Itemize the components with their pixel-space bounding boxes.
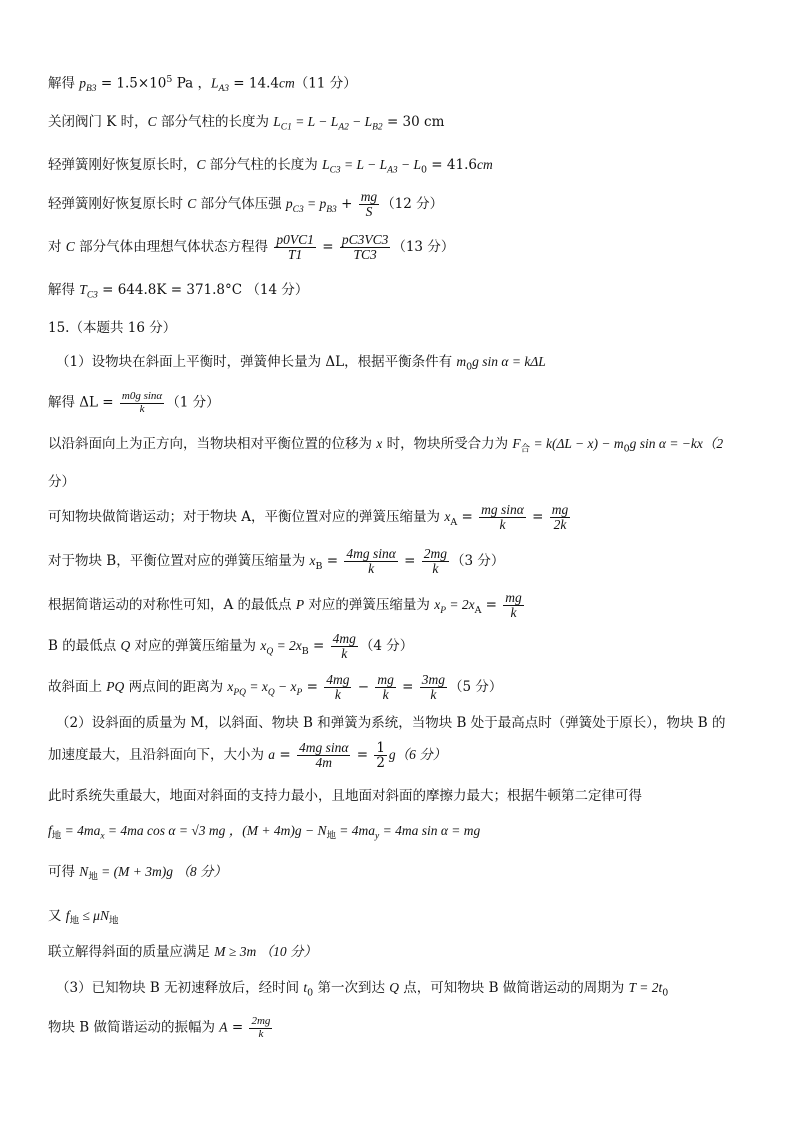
solution-line [56, 352, 754, 378]
formula: PQ [106, 679, 125, 695]
subscript: B3 [86, 84, 97, 95]
formula: C [147, 114, 157, 129]
formula: = 14.4 [229, 75, 279, 92]
denominator: k [499, 517, 506, 533]
formula: P [295, 597, 305, 613]
subscript: 0 [307, 987, 314, 999]
score-mark: （1 分） [166, 394, 220, 411]
numerator: 4mg [332, 631, 356, 646]
text: 联立解得斜面的质量应满足 [48, 944, 215, 960]
denominator: k [432, 561, 439, 577]
formula: = 1.5×10 [96, 75, 167, 92]
formula: = k(ΔL − x) − m [530, 436, 624, 451]
formula: T [79, 282, 87, 297]
formula: = 4ma sin α = mg [379, 823, 481, 838]
subscript: C3 [292, 204, 304, 215]
formula: = [275, 747, 295, 764]
solution-line: （2）设斜面的质量为 M，以斜面、物块 B 和弹簧为系统，当物块 B 处于最高点时（弹簧处于原长），物块 B 的 [56, 715, 726, 731]
formula: M [214, 944, 226, 959]
text: 故斜面上 [48, 679, 107, 696]
solution-line [48, 632, 754, 662]
formula: L [322, 157, 330, 172]
formula: = 30 cm [382, 114, 445, 130]
solution-line [48, 547, 754, 577]
fraction [274, 233, 316, 262]
subscript: 地 [108, 915, 119, 927]
formula: ≤ μN [79, 908, 109, 923]
solution-line: 此时系统失重最大，地面对斜面的支持力最小，且地面对斜面的摩擦力最大；根据牛顿第二定律可得 [48, 788, 642, 804]
solution-line [56, 978, 754, 1004]
text: 以沿斜面向上为正方向，当物块相对平衡位置的位移为 [48, 436, 377, 452]
solution-line [48, 591, 754, 621]
fraction [422, 547, 449, 576]
formula: = [527, 509, 548, 526]
fraction [331, 632, 358, 661]
formula: = p [303, 196, 327, 212]
subscript: C3 [329, 165, 341, 176]
text: 又 [48, 908, 66, 924]
formula: Q [120, 638, 131, 654]
subscript: P [296, 687, 303, 698]
formula: − [353, 679, 374, 696]
subscript: 0 [623, 443, 630, 455]
text: 部分气柱的长度为 [156, 114, 274, 130]
fraction [420, 673, 447, 702]
numerator: 4mg sinα [298, 740, 349, 755]
formula: x [444, 509, 451, 525]
solution-line [48, 1016, 754, 1040]
score-mark: （11 分） [294, 75, 357, 92]
score-mark: （13 分） [392, 239, 455, 256]
text: 关闭阀门 K 时， [48, 114, 148, 130]
unit: cm [476, 157, 493, 172]
denominator: k [430, 687, 437, 703]
fraction [374, 741, 387, 770]
formula: = L − L [340, 157, 388, 172]
formula: x [434, 597, 441, 613]
score-mark: （4 分） [359, 638, 414, 655]
solution-line [48, 391, 754, 415]
fraction [359, 190, 380, 219]
subscript: PQ [233, 687, 246, 698]
solution-line [48, 821, 754, 847]
solution-line [48, 906, 754, 932]
formula: = 41.6 [427, 157, 477, 173]
denominator: k [510, 605, 517, 621]
formula: x [227, 679, 234, 695]
formula: g sin α = kΔL [472, 354, 546, 369]
formula: f [65, 908, 70, 923]
solution-line [48, 503, 754, 533]
text: 部分气体压强 [196, 196, 286, 213]
numerator: 4mg [326, 672, 350, 687]
subscript: P [440, 605, 446, 616]
subscript: 地 [69, 915, 80, 927]
text: 部分气体由理想气体状态方程得 [74, 239, 273, 256]
text: Pa ， [172, 75, 212, 92]
formula: m [456, 354, 467, 369]
solution-line [48, 233, 754, 262]
denominator: T1 [288, 247, 303, 263]
denominator: S [365, 204, 373, 220]
formula: = x [245, 679, 268, 695]
score-mark: （3 分） [450, 553, 505, 570]
subscript: C3 [86, 290, 98, 301]
text: 时，物块所受合力为 [382, 436, 513, 452]
formula: p [79, 75, 87, 91]
numerator: 4mg sinα [346, 546, 396, 561]
subscript: x [100, 831, 105, 842]
denominator: TC3 [353, 247, 377, 263]
fraction [503, 591, 524, 620]
text: 轻弹簧刚好恢复原长时， [48, 157, 197, 173]
text: 根据简谐运动的对称性可知，A 的最低点 [48, 597, 296, 614]
numerator: 2mg [251, 1015, 271, 1027]
text: 部分气柱的长度为 [205, 157, 323, 173]
subscript: A2 [338, 122, 349, 133]
formula: = 4ma cos α = √3 mg ，(M + 4m)g − N [104, 823, 327, 838]
solution-line [48, 942, 754, 962]
formula: = [399, 553, 420, 570]
formula: + [336, 196, 357, 213]
subscript: A [450, 516, 458, 528]
text: 对 [48, 239, 66, 256]
fraction [120, 391, 164, 415]
fraction [297, 741, 350, 770]
formula: g sin α = −kx（2 [629, 436, 724, 451]
numerator: m0g sinα [121, 390, 163, 402]
subscript: y [375, 831, 380, 842]
formula: = [308, 638, 329, 655]
formula: N [79, 864, 89, 879]
solution-line [48, 155, 754, 181]
formula: = [317, 239, 338, 256]
text: B 的最低点 [48, 638, 121, 655]
solution-line [48, 741, 754, 770]
formula: − L [397, 157, 421, 172]
text: 轻弹簧刚好恢复原长时 [48, 196, 188, 213]
subscript: 0 [466, 361, 473, 373]
formula: − x [274, 679, 297, 695]
denominator: 2k [553, 517, 567, 533]
formula: C [196, 157, 206, 172]
formula: = [352, 747, 373, 764]
text: 可得 [48, 864, 80, 880]
subscript: B2 [372, 122, 383, 133]
numerator: mg [377, 672, 394, 687]
subscript: 0 [662, 987, 669, 999]
superscript: 5 [166, 74, 173, 85]
text: 解得 [48, 282, 80, 298]
fraction [375, 673, 396, 702]
subscript: 地 [88, 871, 98, 883]
question-heading: 15.（本题共 16 分） [48, 320, 177, 336]
formula: g（6 分） [388, 747, 447, 763]
formula: = [481, 597, 502, 614]
text: （1）设物块在斜面上平衡时，弹簧伸长量为 ΔL，根据平衡条件有 [56, 354, 457, 370]
formula: = 2x [273, 638, 302, 654]
numerator: mg [551, 502, 569, 517]
solution-line [48, 70, 754, 99]
denominator: 4m [315, 755, 332, 771]
denominator: k [341, 646, 348, 662]
solution-line [48, 434, 754, 460]
formula: x [376, 436, 383, 451]
formula: Q [389, 980, 400, 995]
text: 物块 B 做简谐运动的振幅为 [48, 1019, 220, 1036]
denominator: k [258, 1027, 264, 1040]
fraction [324, 673, 351, 702]
fraction [344, 547, 397, 576]
subscript: A3 [218, 84, 230, 95]
formula: = 2t [635, 980, 663, 995]
numerator: mg [360, 189, 378, 204]
solution-line [48, 280, 754, 306]
formula: 解得 ΔL = [48, 394, 118, 411]
text: 加速度最大，且沿斜面向下，大小为 [48, 747, 269, 764]
subscript: B [301, 645, 309, 657]
solution-line: 分） [48, 474, 75, 490]
subscript: A [474, 604, 482, 616]
subscript: 地 [51, 830, 62, 842]
denominator: k [368, 561, 375, 577]
text: 可知物块做简谐运动；对于物块 A，平衡位置对应的弹簧压缩量为 [48, 509, 445, 526]
formula: L [211, 75, 219, 91]
unit: cm [278, 75, 295, 91]
subscript: 0 [421, 164, 428, 176]
text: 解得 [48, 75, 80, 92]
denominator: k [139, 402, 145, 415]
formula: a [268, 747, 276, 763]
formula: = [302, 679, 323, 696]
subscript: B3 [326, 204, 337, 215]
subscript: 地 [326, 830, 336, 842]
formula: T [628, 980, 636, 995]
text: 对应的弹簧压缩量为 [304, 597, 435, 614]
formula: p [285, 196, 293, 212]
text: 两点间的距离为 [124, 679, 228, 696]
formula: = 4ma [61, 823, 101, 838]
text: 对于物块 B，平衡位置对应的弹簧压缩量为 [48, 553, 310, 570]
formula: f [48, 823, 52, 838]
solution-line [48, 862, 754, 888]
numerator: pC3VC3 [341, 232, 389, 247]
formula: = [322, 553, 343, 570]
subscript: Q [266, 646, 274, 657]
formula: = 644.8K = 371.8°C （14 分） [97, 282, 309, 298]
formula: − L [348, 114, 373, 129]
formula: x [309, 553, 316, 569]
formula: x [260, 638, 267, 654]
denominator: k [334, 687, 341, 703]
text: （3）已知物块 B 无初速释放后，经时间 [56, 980, 304, 996]
solution-line [48, 673, 754, 703]
denominator: k [382, 687, 389, 703]
solution-line [48, 190, 754, 220]
solution-line [48, 112, 754, 138]
subscript: B [315, 560, 323, 572]
subscript: 合 [520, 443, 531, 455]
formula: C [65, 239, 75, 255]
denominator: 2 [376, 755, 385, 772]
subscript: C1 [280, 122, 292, 133]
score-mark: （5 分） [449, 679, 503, 696]
fraction [550, 503, 571, 532]
subscript: Q [267, 687, 275, 698]
fraction [340, 233, 391, 262]
formula: = L − L [291, 114, 339, 129]
score-mark: （12 分） [381, 196, 444, 213]
formula: = 2x [445, 597, 475, 613]
text: 点，可知物块 B 做简谐运动的周期为 [399, 980, 629, 996]
text: 第一次到达 [313, 980, 390, 996]
formula: = (M + 3m)g （8 分） [97, 864, 227, 879]
numerator: 3mg [421, 672, 446, 687]
formula: = [457, 509, 478, 526]
numerator: 2mg [423, 546, 447, 561]
formula: = 4ma [335, 823, 376, 838]
formula: ≥ 3m （10 分） [225, 944, 317, 959]
fraction [479, 503, 526, 532]
formula: L [273, 114, 281, 129]
numerator: p0VC1 [276, 232, 314, 247]
formula: F [512, 436, 521, 451]
fraction [249, 1016, 272, 1040]
formula: t [303, 980, 308, 995]
text: 对应的弹簧压缩量为 [130, 638, 261, 655]
formula: C [187, 196, 197, 212]
numerator: mg [505, 590, 522, 605]
numerator: 1 [376, 740, 385, 756]
formula: = [397, 679, 418, 696]
formula: A [219, 1019, 228, 1035]
numerator: mg sinα [481, 502, 524, 517]
subscript: A3 [387, 165, 398, 176]
formula: = [227, 1019, 248, 1036]
